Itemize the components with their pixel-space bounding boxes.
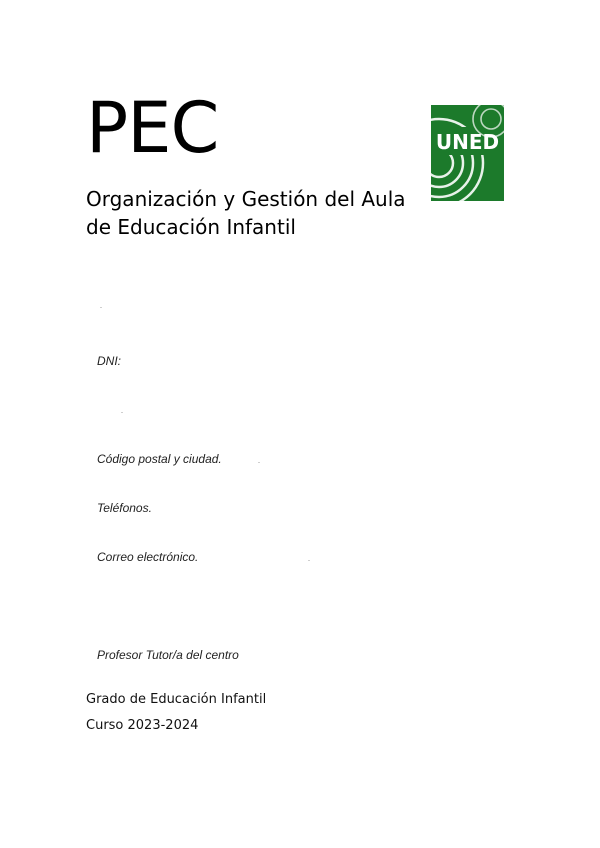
field-dni-label: DNI: [97, 354, 121, 368]
uned-logo-icon [431, 105, 504, 201]
field-email-label: Correo electrónico. [97, 550, 199, 564]
scan-speck [100, 307, 102, 308]
document-title: PEC [86, 87, 219, 169]
degree-line: Grado de Educación Infantil [86, 692, 267, 707]
scan-speck [121, 412, 123, 413]
field-postal-city-label: Código postal y ciudad. [97, 452, 222, 466]
course-line: Curso 2023-2024 [86, 718, 199, 733]
scan-speck [308, 560, 310, 561]
logo-text: UNED [435, 130, 500, 154]
document-subtitle: Organización y Gestión del Aula de Educación Infantil [86, 187, 406, 239]
field-tutor-label: Profesor Tutor/a del centro [97, 648, 239, 662]
scan-speck [258, 462, 260, 463]
field-phones-label: Teléfonos. [97, 501, 152, 515]
